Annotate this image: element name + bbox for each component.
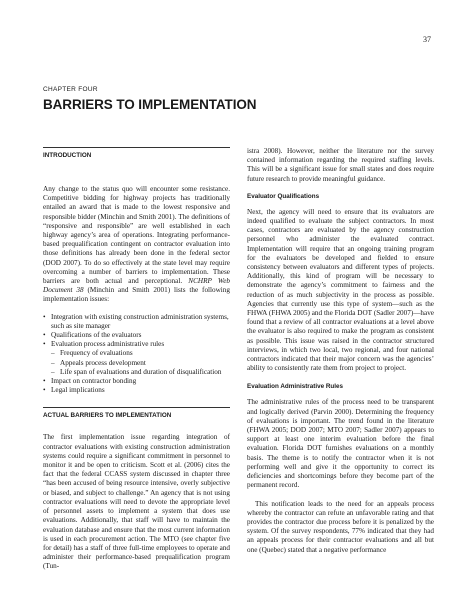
list-item: • Legal implications: [43, 386, 230, 395]
list-subitem: – Frequency of evaluations: [43, 349, 230, 358]
actual-barriers-paragraph: The first implementation issue regarding integration of contractor evaluations with existing construction administration systems could require a significant commitment in personnel to monitor it and be open to criticism. Scott et al. (2006) cites the fact that the federal CCASS system discussed in chapter three “has been accused of being resource intensive, overly subjective or biased, and subject to challenge.” An agency that is not using contractor evaluations will need to devote the appropriate level of personnel assets to implement a system that does use evaluations. Additionally, that staff will have to maintain the evaluation database and ensure that the most current information is used in each procurement action. The MTO (see chapter five for detail) has a staff of three full-time employees to operate and administer their performance-based prequalification program (Tun-: [43, 433, 230, 571]
page-number: 37: [423, 35, 431, 44]
list-subitem: – Appeals process development: [43, 359, 230, 368]
introduction-heading: INTRODUCTION: [43, 152, 92, 159]
administrative-rules-paragraph: The administrative rules of the process need to be transparent and logically derived (Parvin 2000). Determining the frequency of evaluations is important. The trend found in the literature (FHWA 2005; DOD 2007; MTO 2007; Sadler 2007) appears to support at least one interim evaluation before the final evaluation. Florida DOT furnishes evaluations on a monthly basis. The theme is to notify the contractor when it is not performing well and give it the opportunity to correct its deficiencies and shortcomings before they become part of the permanent record.: [247, 398, 434, 490]
administrative-rules-heading: Evaluation Administrative Rules: [247, 383, 343, 391]
introduction-paragraph: [43, 185, 230, 305]
list-item: • Impact on contractor bonding: [43, 377, 230, 386]
page-title: BARRIERS TO IMPLEMENTATION: [43, 97, 257, 112]
right-column: [247, 147, 434, 555]
actual-barriers-heading: ACTUAL BARRIERS TO IMPLEMENTATION: [43, 412, 172, 420]
nchrp-reference: NCHRP Web Document 38: [43, 277, 230, 295]
continuation-paragraph: istra 2008). However, neither the literature nor the survey contained information regarding the required staffing levels. This will be a significant issue for small states and does require future research to provide meaningful guidance.: [247, 147, 434, 183]
section-rule: [43, 407, 230, 408]
section-rule: [43, 147, 230, 148]
left-column: [43, 147, 230, 572]
appeals-paragraph: This notification leads to the need for an appeals process whereby the contractor can refute an unfavorable rating and that provides the contractor due process before it is penalized by the system. Of the survey respondents, 77% indicated that they had an appeals process for their contractor evaluations and all but one (Quebec) stated that a negative performance: [247, 499, 434, 554]
evaluator-qualifications-paragraph: Next, the agency will need to ensure that its evaluators are indeed qualified to evaluate the subject contractors. In most cases, contractors are evaluated by the agency construction personnel who administer the evaluated contract. Implementation will require that an ongoing training program for the evaluators be developed and fielded to ensure consistency between evaluators and different types of projects. Additionally, this kind of program will be necessary to demonstrate the agency’s commitment to fairness and the reduction of as much subjectivity in the process as possible. Agencies that currently use this type of system—such as the FHWA (FHWA 2005) and the Florida DOT (Sadler 2007)—have found that a review of all contractor evaluations at a level above the evaluator is also required to make the program as consistent as possible. This issue was raised in the contractor structured interviews, in which two local, two regional, and four national contractors indicated that their major concern was the agencies’ ability to consistently rate them from project to project.: [247, 207, 434, 373]
list-subitem: – Life span of evaluations and duration of disqualification: [43, 368, 230, 377]
implementation-issues-list: [43, 313, 230, 396]
intro-text-start: Any change to the status quo will encounter some resistance. Competitive bidding for highway projects has traditionally entailed an award that is made to the lowest responsive and responsible bidder (Minchin and Smith 2001). The definitions of “responsive and responsible” are well established in each highway agency’s area of operations. Integrating performance-based prequalification contingent on contractor evaluation into those definitions has already been done in the federal sector (DOD 2007). To do so effectively at the state level may require overcoming a number of barriers to implementation. These barriers are both actual and perceptional.: [43, 185, 230, 286]
evaluator-qualifications-heading: Evaluator Qualifications: [247, 192, 320, 200]
list-item: • Evaluation process administrative rules: [43, 340, 230, 349]
chapter-label: CHAPTER FOUR: [43, 86, 98, 93]
list-item: • Integration with existing construction administration systems, such as site manager: [43, 313, 230, 331]
intro-text-end: (Minchin and Smith 2001) lists the following implementation issues:: [43, 286, 230, 304]
list-item: • Qualifications of the evaluators: [43, 331, 230, 340]
